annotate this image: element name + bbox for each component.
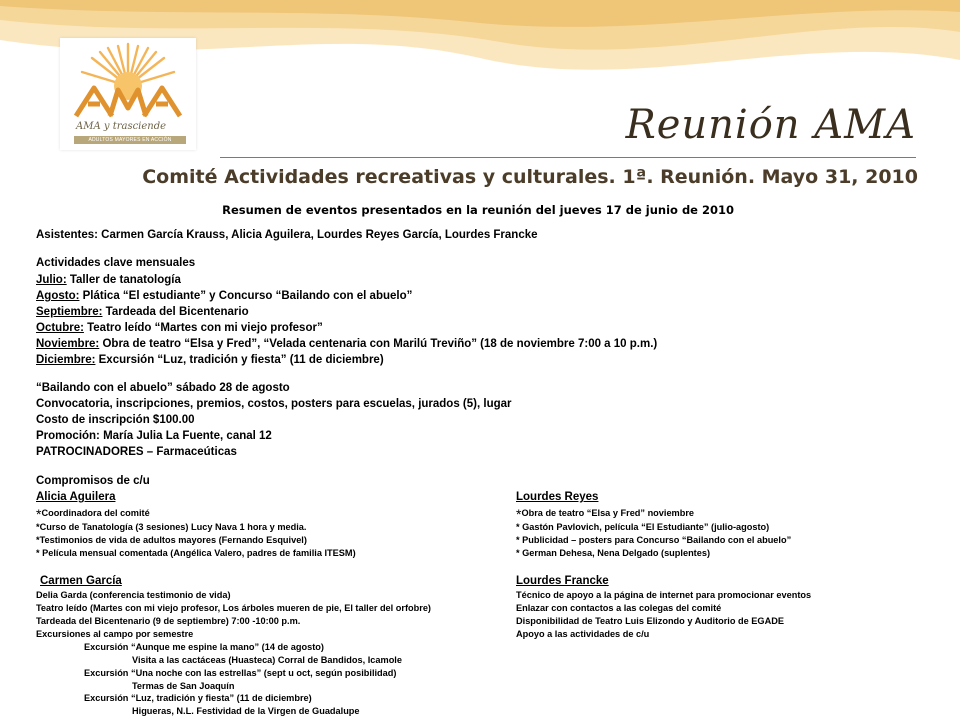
activities-heading: Actividades clave mensuales bbox=[36, 257, 196, 269]
person-name-alicia: Alicia Aguilera bbox=[36, 491, 116, 503]
commitment-item: Técnico de apoyo a la página de internet para promocionar eventos bbox=[516, 590, 812, 600]
bailando-line: Promoción: María Julia La Fuente, canal 12 bbox=[36, 430, 272, 442]
commitments-heading: Compromisos de c/u bbox=[36, 475, 150, 487]
summary-heading: Resumen de eventos presentados en la reunión del jueves 17 de junio de 2010 bbox=[222, 203, 734, 217]
commitment-item: Teatro leído (Martes con mi viejo profesor, Los árboles mueren de pie, El taller del orfobre) bbox=[36, 603, 431, 613]
ama-logo bbox=[60, 38, 196, 150]
attendees-line: Asistentes: Carmen García Krauss, Alicia Aguilera, Lourdes Reyes García, Lourdes Francke bbox=[36, 229, 538, 241]
excursion-line: Excursión “Luz, tradición y fiesta” (11 de diciembre) bbox=[84, 693, 312, 703]
commitment-item: *Coordinadora del comité bbox=[36, 506, 150, 522]
excursion-detail: Visita a las cactáceas (Huasteca) Corral de Bandidos, Icamole bbox=[132, 655, 402, 665]
bailando-line: Convocatoria, inscripciones, premios, costos, posters para escuelas, jurados (5), lugar bbox=[36, 398, 512, 410]
commitment-item: * German Dehesa, Nena Delgado (suplentes) bbox=[516, 548, 711, 558]
excursion-detail: Higueras, N.L. Festividad de la Virgen de Guadalupe bbox=[132, 706, 360, 716]
commitment-item: Apoyo a las actividades de c/u bbox=[516, 629, 650, 639]
page-subtitle: Comité Actividades recreativas y culturales. 1ª. Reunión. Mayo 31, 2010 bbox=[142, 166, 918, 188]
commitment-item: *Testimonios de vida de adultos mayores (Fernando Esquivel) bbox=[36, 535, 307, 545]
commitment-item: Disponibilidad de Teatro Luis Elizondo y Auditorio de EGADE bbox=[516, 616, 784, 626]
bailando-line: Costo de inscripción $100.00 bbox=[36, 414, 195, 426]
title-divider bbox=[220, 157, 916, 158]
person-name-reyes: Lourdes Reyes bbox=[516, 491, 599, 503]
logo-tagline: AMA y trasciende bbox=[76, 121, 167, 132]
commitment-item: * Película mensual comentada (Angélica Valero, padres de familia ITESM) bbox=[36, 548, 356, 558]
month-line-december: Diciembre: Excursión “Luz, tradición y fiesta” (11 de diciembre) bbox=[36, 354, 384, 366]
sun-icon bbox=[60, 38, 196, 150]
month-line-july: Julio: Taller de tanatología bbox=[36, 274, 181, 286]
month-line-august: Agosto: Plática “El estudiante” y Concurso “Bailando con el abuelo” bbox=[36, 290, 413, 302]
person-name-francke: Lourdes Francke bbox=[516, 575, 609, 587]
excursion-detail: Termas de San Joaquín bbox=[132, 681, 235, 691]
logo-subtitle: ADULTOS MAYORES EN ACCIÓN bbox=[74, 136, 186, 144]
commitment-item: Excursiones al campo por semestre bbox=[36, 629, 194, 639]
commitment-item: Enlazar con contactos a las colegas del comité bbox=[516, 603, 722, 613]
commitment-item: *Curso de Tanatología (3 sesiones) Lucy Nava 1 hora y media. bbox=[36, 522, 307, 532]
commitment-item: * Publicidad – posters para Concurso “Bailando con el abuelo” bbox=[516, 535, 792, 545]
commitment-item: Tardeada del Bicentenario (9 de septiembre) 7:00 -10:00 p.m. bbox=[36, 616, 301, 626]
commitment-item: * Gastón Pavlovich, película “El Estudiante” (julio-agosto) bbox=[516, 522, 770, 532]
bailando-line: “Bailando con el abuelo” sábado 28 de agosto bbox=[36, 382, 290, 394]
month-line-november: Noviembre: Obra de teatro “Elsa y Fred”, “Velada centenaria con Marilú Treviño” (18 de noviembre 7:00 a 10 p.m.) bbox=[36, 338, 658, 350]
month-line-september: Septiembre: Tardeada del Bicentenario bbox=[36, 306, 249, 318]
page-title: Reunión AMA bbox=[625, 102, 916, 148]
commitment-item: *Obra de teatro “Elsa y Fred” noviembre bbox=[516, 506, 695, 522]
excursion-line: Excursión “Una noche con las estrellas” (sept u oct, según posibilidad) bbox=[84, 668, 397, 678]
excursion-line: Excursión “Aunque me espine la mano” (14 de agosto) bbox=[84, 642, 324, 652]
person-name-carmen: Carmen García bbox=[40, 575, 122, 587]
commitment-item: Delia Garda (conferencia testimonio de vida) bbox=[36, 590, 231, 600]
month-line-october: Octubre: Teatro leído “Martes con mi viejo profesor” bbox=[36, 322, 323, 334]
bailando-line: PATROCINADORES – Farmaceúticas bbox=[36, 446, 237, 458]
